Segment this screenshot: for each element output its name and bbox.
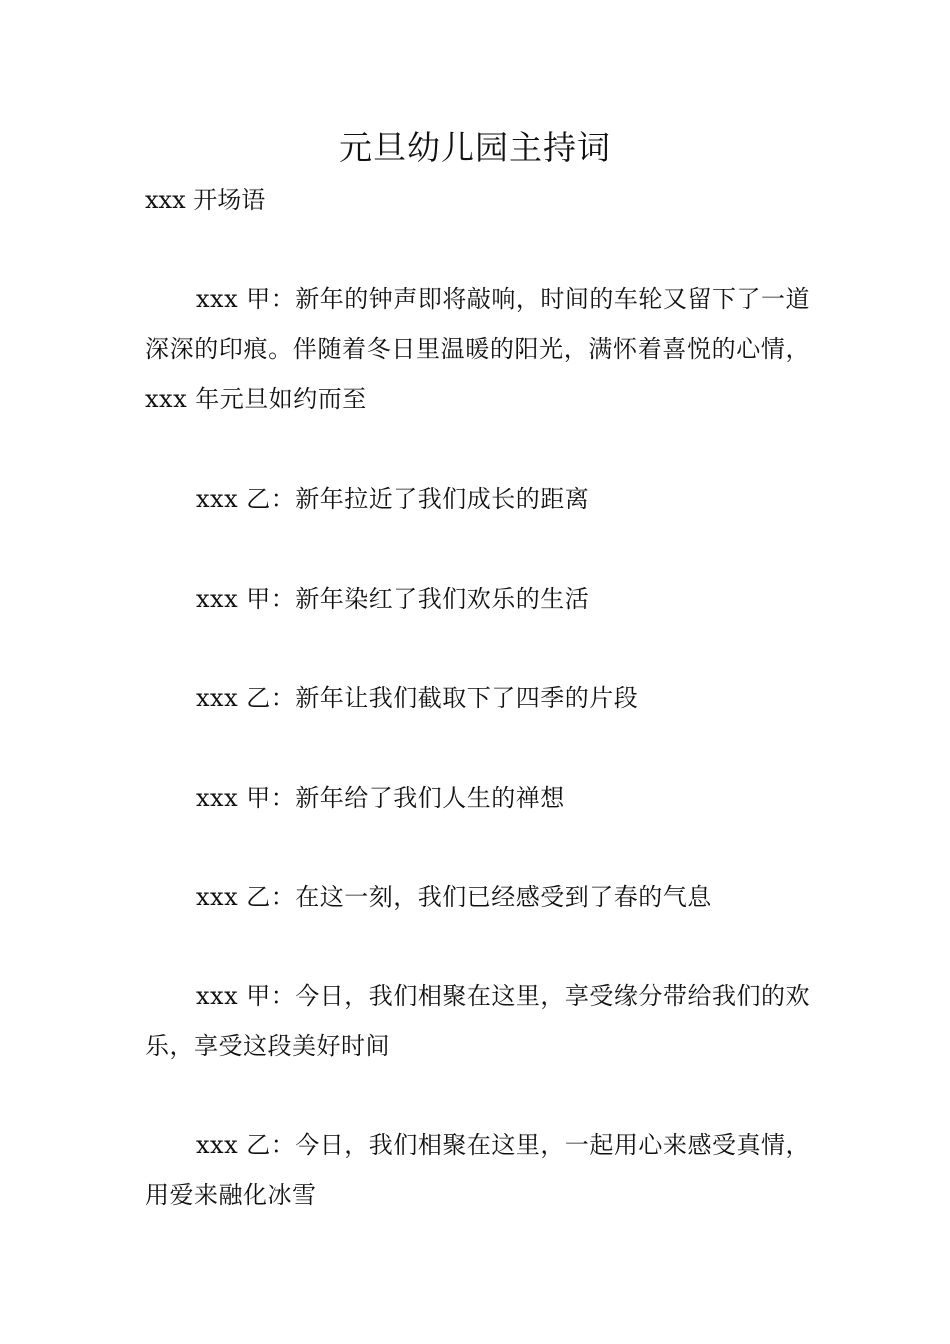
- paragraph-4: xxx 乙：新年让我们截取下了四季的片段: [196, 684, 639, 712]
- paragraph-7: xxx 甲：今日，我们相聚在这里，享受缘分带给我们的欢乐，享受这段美好时间: [145, 982, 810, 1060]
- document-title: 元旦幼儿园主持词: [339, 128, 611, 167]
- paragraph-2: xxx 乙：新年拉近了我们成长的距离: [196, 485, 590, 513]
- paragraph-5: xxx 甲：新年给了我们人生的禅想: [196, 784, 565, 812]
- section-heading: xxx 开场语: [145, 186, 266, 214]
- paragraph-6: xxx 乙：在这一刻，我们已经感受到了春的气息: [196, 883, 712, 911]
- paragraph-1: xxx 甲：新年的钟声即将敲响，时间的车轮又留下了一道深深的印痕。伴随着冬日里温暖的阳光，满怀着喜悦的心情，xxx 年元旦如约而至: [145, 285, 810, 413]
- paragraph-3: xxx 甲：新年染红了我们欢乐的生活: [196, 585, 590, 613]
- paragraph-8: xxx 乙：今日，我们相聚在这里，一起用心来感受真情，用爱来融化冰雪: [145, 1131, 810, 1209]
